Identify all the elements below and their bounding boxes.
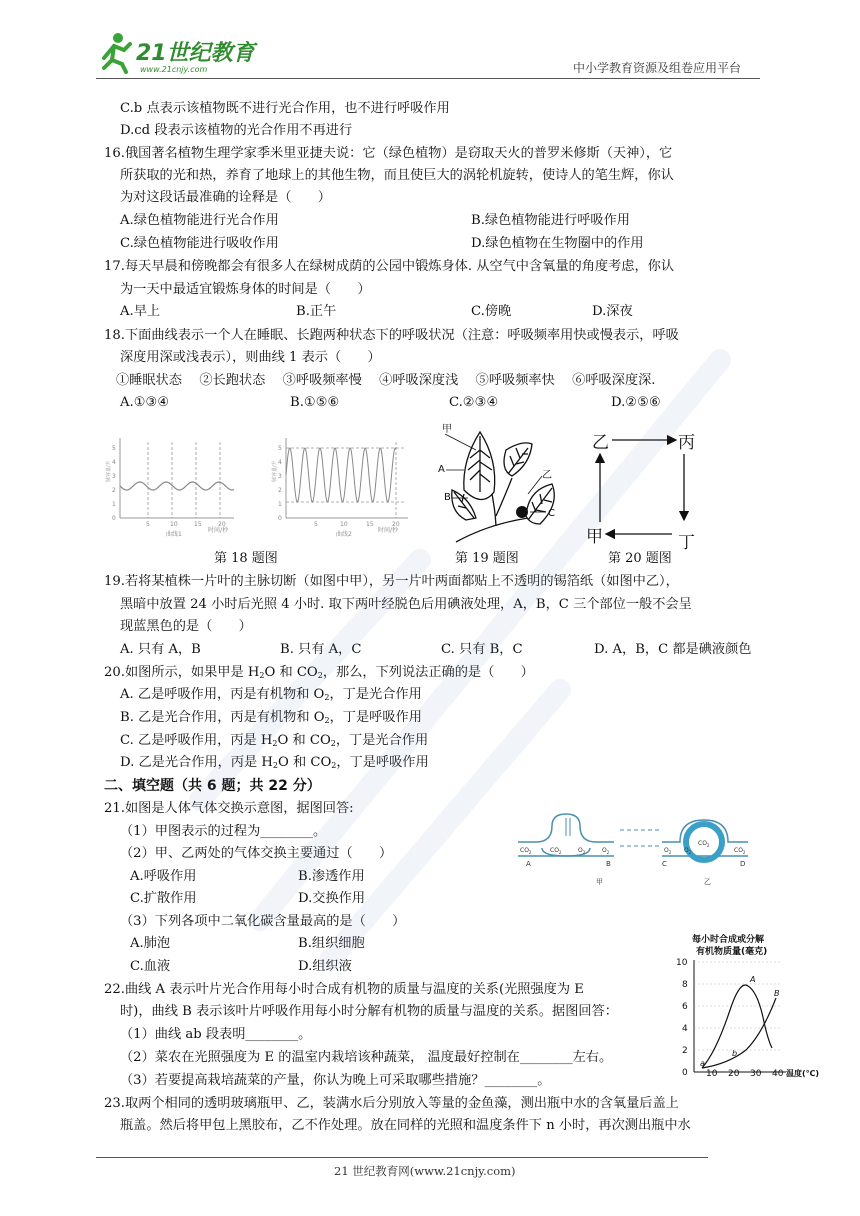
q22-stem-2: 时)，曲线 B 表示该叶片呼吸作用每小时分解有机物的质量与温度的关系。据图回答： <box>120 1004 618 1019</box>
sub-2: 2 <box>331 761 337 770</box>
q22-part3: （3）若要提高栽培蔬菜的产量，你认为晚上可采取哪些措施？________。 <box>120 1073 551 1088</box>
q15-option-c: C.b 点表示该植物既不进行光合作用，也不进行呼吸作用 <box>120 101 450 116</box>
co2-label: CO <box>550 847 559 854</box>
fig20-caption: 第 20 题图 <box>608 551 672 566</box>
q22-part1: （1）曲线 ab 段表明________。 <box>120 1027 312 1042</box>
o2-label: O <box>578 847 583 854</box>
fig21-o2-a <box>578 847 586 855</box>
q19-stem-2: 黑暗中放置 24 小时后光照 4 小时. 取下两叶经脱色后用碘液处理，A，B，C 三个部位一般不会呈 <box>120 597 692 612</box>
q18-option-b: B.①⑤⑥ <box>290 395 340 410</box>
sub-2: 2 <box>688 850 692 855</box>
q20-od-part1: D. 乙是光合作用，丙是 H <box>120 755 273 770</box>
q20-ob-part1: B. 乙是光合作用，丙是有机物和 O <box>120 710 325 725</box>
fig18b-xtick-5: 5 <box>314 521 318 528</box>
fig22-temperature-chart <box>662 930 819 1082</box>
fig22-ytick-4: 4 <box>682 1024 688 1034</box>
co2-label: CO <box>734 847 743 854</box>
sub-2: 2 <box>317 671 323 680</box>
fig18b-xtick-10: 10 <box>340 521 348 528</box>
fig21-label-c: C <box>662 860 667 868</box>
sub-2: 2 <box>606 850 610 855</box>
sub-2: 2 <box>272 761 278 770</box>
o2-label: O <box>664 847 669 854</box>
fig21-co2-c <box>698 840 710 848</box>
fig21-label-d: D <box>740 860 746 868</box>
q20-oc-part2: O 和 CO <box>277 733 331 748</box>
q19-stem-3: 现蓝黑色的是（ ） <box>120 619 252 634</box>
q19-option-d: D. A，B，C 都是碘液颜色 <box>594 642 752 657</box>
q20-stem-part1: 20.如图所示，如果甲是 H <box>104 665 260 680</box>
fig18-ytick-4: 4 <box>112 459 116 466</box>
q19-option-b: B. 只有 A，C <box>280 642 362 657</box>
fig19-label-b: B <box>444 492 451 503</box>
sub-2: 2 <box>742 850 746 855</box>
fig18b-ytick-0: 0 <box>278 515 282 522</box>
o2-label: O <box>684 847 689 854</box>
fig18-ytick-3: 3 <box>112 473 116 480</box>
q16-option-a: A.绿色植物能进行光合作用 <box>120 213 279 228</box>
q21-part3-option-b: B.组织细胞 <box>298 936 365 951</box>
q20-ob-part2: ，丁是呼吸作用 <box>329 710 422 725</box>
q20-stem-part3: ，那么，下列说法正确的是（ ） <box>322 665 534 680</box>
fig19-label-a: A <box>438 464 445 475</box>
q21-part3: （3）下列各项中二氧化碳含量最高的是（ ） <box>120 914 406 929</box>
fig20-label-yi: 乙 <box>592 433 609 453</box>
q20-stem <box>104 664 534 685</box>
sub-2: 2 <box>582 850 586 855</box>
fig18b-ytick-5: 5 <box>278 445 282 452</box>
fig21-co2-a <box>520 847 532 855</box>
sub-2: 2 <box>668 850 672 855</box>
q23-stem-1: 23.取两个相同的透明玻璃瓶甲、乙，装满水后分别放入等量的金鱼藻，测出瓶中水的含氧量后盖上 <box>104 1096 679 1111</box>
q16-stem-2: 所获取的光和热，养育了地球上的其他生物，而且使巨大的涡轮机旋转，使诗人的笔生辉，你认 <box>120 168 674 183</box>
fig19-label-c: C <box>548 508 555 519</box>
fig18-caption: 第 18 题图 <box>214 551 278 566</box>
fig18-xlabel-2: 时间/秒 <box>378 527 399 534</box>
fig22-ytick-10: 10 <box>676 958 688 968</box>
co2-label: CO <box>520 847 529 854</box>
fig21-label-jia: 甲 <box>596 878 603 886</box>
fig21-gas-exchange-diagram <box>512 812 774 888</box>
logo-url: www.21cnjy.com <box>140 65 208 74</box>
footer-rule <box>96 1157 708 1158</box>
sub-2: 2 <box>558 850 562 855</box>
fig21-label-yi: 乙 <box>704 878 711 886</box>
q21-part3-option-a: A.肺泡 <box>130 936 171 951</box>
q18-stem-2: 深度用深或浅表示），则曲线 1 表示（ ） <box>120 350 381 365</box>
q21-part2-option-b: B.渗透作用 <box>298 869 365 884</box>
fig21-o2-c <box>664 847 672 855</box>
q20-od-part3: ，丁是呼吸作用 <box>336 755 429 770</box>
q20-option-a <box>120 686 422 707</box>
q16-stem-1: 16.俄国著名植物生理学家季米里亚捷夫说：它（绿色植物）是窃取天火的普罗米修斯（天神），它 <box>104 146 673 161</box>
fig22-ylabel-1: 每小时合成或分解 <box>692 935 765 945</box>
q18-stem-1: 18.下面曲线表示一个人在睡眠、长跑两种状态下的呼吸状况（注意：呼吸频率用快或慢表示，呼吸 <box>104 328 679 343</box>
q15-option-d: D.cd 段表示该植物的光合作用不再进行 <box>120 123 353 138</box>
fig20-label-ding: 丁 <box>678 533 695 553</box>
fig22-ytick-6: 6 <box>682 1002 688 1012</box>
q16-option-d: D.绿色植物在生物圈中的作用 <box>471 236 644 251</box>
q20-oa-part1: A. 乙是呼吸作用，丙是有机物和 O <box>120 687 325 702</box>
q16-option-c: C.绿色植物能进行吸收作用 <box>120 236 279 251</box>
q21-part1: （1）甲图表示的过程为________。 <box>120 824 327 839</box>
fig22-curve-b <box>702 998 776 1068</box>
section-title-fill-in: 二、填空题（共 6 题；共 22 分） <box>104 778 321 794</box>
q21-part3-option-c: C.血液 <box>130 959 171 974</box>
fig18-xtick-15: 15 <box>194 521 202 528</box>
sub-2: 2 <box>706 843 710 848</box>
fig22-xtick-20: 20 <box>728 1069 740 1079</box>
q20-oc-part1: C. 乙是呼吸作用，丙是 H <box>120 733 273 748</box>
fig20-label-jia: 甲 <box>586 527 603 547</box>
q18-option-d: D.②⑤⑥ <box>611 395 661 410</box>
sub-2: 2 <box>272 739 278 748</box>
fig18b-ytick-1: 1 <box>278 501 282 508</box>
fig18b-xtick-20: 20 <box>392 521 400 528</box>
fig18-curve1 <box>104 432 244 538</box>
sub-2: 2 <box>259 671 265 680</box>
q19-option-a: A. 只有 A，B <box>120 642 201 657</box>
o2-label: O <box>602 847 607 854</box>
q18-stem-3: ①睡眠状态 ②长跑状态 ③呼吸频率慢 ④呼吸深度浅 ⑤呼吸频率快 ⑥呼吸深度深. <box>116 373 656 388</box>
q20-oa-part2: ，丁是光合作用 <box>329 687 422 702</box>
q17-stem-2: 为一天中最适宜锻炼身体的时间是（ ） <box>120 282 371 297</box>
sub-2: 2 <box>330 739 336 748</box>
q17-stem-1: 17.每天早晨和傍晚都会有很多人在绿树成荫的公园中锻炼身体. 从空气中含氧量的角度考虑，你认 <box>104 259 675 274</box>
q21-part2: （2）甲、乙两处的气体交换主要通过（ ） <box>120 846 393 861</box>
q23-stem-2: 瓶盖。然后将甲包上黑胶布，乙不作处理。放在同样的光照和温度条件下 n 小时，再次测出瓶中水 <box>120 1118 691 1133</box>
q19-option-c: C. 只有 B，C <box>441 642 523 657</box>
fig18-xtick-10: 10 <box>170 521 178 528</box>
fig22-ylabel-2: 有机物质量(毫克) <box>696 947 768 957</box>
footer-text: 21 世纪教育网(www.21cnjy.com) <box>334 1164 516 1178</box>
q16-option-b: B.绿色植物能进行呼吸作用 <box>471 213 630 228</box>
fig18-ytick-5: 5 <box>112 445 116 452</box>
q17-option-a: A.早上 <box>120 304 161 319</box>
fig22-xtick-30: 30 <box>750 1069 762 1079</box>
fig21-o2-b <box>602 847 610 855</box>
fig18-wave-2 <box>286 448 396 502</box>
fig18-ylabel-1: 肺容量/升 <box>106 460 112 482</box>
q20-od-part2: O 和 CO <box>277 755 332 770</box>
logo-runner-icon <box>96 28 256 76</box>
fig22-xtick-10: 10 <box>706 1069 718 1079</box>
header-rule <box>96 78 760 79</box>
fig19-leaf-diagram <box>436 420 566 548</box>
fig20-cycle-diagram <box>580 424 710 553</box>
q21-part2-option-a: A.呼吸作用 <box>130 869 197 884</box>
fig19-foil-spot <box>516 506 528 518</box>
q20-oc-part3: ，丁是光合作用 <box>335 733 429 748</box>
q20-option-d <box>120 754 429 775</box>
fig22-ytick-0: 0 <box>682 1068 688 1078</box>
q17-option-b: B.正午 <box>296 304 337 319</box>
q17-option-c: C.傍晚 <box>471 304 512 319</box>
sub-2: 2 <box>528 850 532 855</box>
fig21-label-b: B <box>606 860 611 868</box>
fig18-title-1: 曲线1 <box>166 531 182 538</box>
fig18-wave-1 <box>120 482 234 490</box>
q17-option-d: D.深夜 <box>592 304 633 319</box>
q20-stem-part2: O 和 CO <box>264 665 318 680</box>
fig18-ytick-0: 0 <box>112 515 116 522</box>
co2-label: CO <box>698 840 707 847</box>
logo-text: 21世纪教育 <box>136 41 255 66</box>
fig20-label-bing: 丙 <box>678 433 695 453</box>
q18-option-a: A.①③④ <box>120 395 170 410</box>
fig18-xlabel-1: 时间/秒 <box>208 527 229 534</box>
sub-2: 2 <box>324 693 330 702</box>
fig18b-xtick-15: 15 <box>366 521 374 528</box>
fig21-co2-b <box>550 847 562 855</box>
fig18-ylabel-2: 肺容量/升 <box>272 460 278 482</box>
q20-option-c <box>120 732 428 753</box>
fig22-label-b-curve: B <box>774 989 780 998</box>
fig18-curve2 <box>270 432 418 538</box>
q19-stem-1: 19.若将某植株一片叶的主脉切断（如图中甲），另一片叶两面都贴上不透明的锡箔纸（如图中乙）， <box>104 574 679 589</box>
fig18-xtick-20: 20 <box>218 521 226 528</box>
fig18b-ytick-4: 4 <box>278 459 282 466</box>
fig21-co2-d <box>734 847 746 855</box>
fig18-xtick-5: 5 <box>146 521 150 528</box>
q21-part2-option-c: C.扩散作用 <box>130 891 197 906</box>
header-right-text: 中小学教育资源及组卷应用平台 <box>573 61 742 75</box>
fig22-label-a-point: a <box>700 1059 705 1068</box>
sub-2: 2 <box>324 716 330 725</box>
q21-part3-option-d: D.组织液 <box>298 959 352 974</box>
fig22-xtick-40: 40 <box>772 1069 784 1079</box>
fig21-label-a: A <box>526 860 531 868</box>
fig18-title-2: 曲线2 <box>336 531 352 538</box>
q22-part2: （2）菜农在光照强度为 E 的温室内栽培该种蔬菜， 温度最好控制在________左右。 <box>120 1050 613 1065</box>
fig22-xlabel: 温度(℃) <box>786 1069 819 1078</box>
fig22-label-a-curve: A <box>750 975 756 984</box>
fig18b-ytick-2: 2 <box>278 487 282 494</box>
fig19-label-jia: 甲 <box>442 424 452 435</box>
fig22-ytick-2: 2 <box>682 1046 688 1056</box>
fig18b-ytick-3: 3 <box>278 473 282 480</box>
q16-stem-3: 为对这段话最准确的诠释是（ ） <box>120 190 331 205</box>
q21-stem: 21.如图是人体气体交换示意图，据图回答: <box>104 801 354 816</box>
fig19-caption: 第 19 题图 <box>455 551 519 566</box>
fig18-ytick-1: 1 <box>112 501 116 508</box>
q21-part2-option-d: D.交换作用 <box>298 891 366 906</box>
q22-stem-1: 22.曲线 A 表示叶片光合作用每小时合成有机物的质量与温度的关系(光照强度为 E <box>104 982 584 997</box>
fig18-ytick-2: 2 <box>112 487 116 494</box>
fig22-ytick-8: 8 <box>682 980 688 990</box>
fig21-o2-d <box>684 847 692 855</box>
q18-option-c: C.②③④ <box>449 395 499 410</box>
fig22-label-b-point: b <box>732 1049 738 1058</box>
fig19-label-yi: 乙 <box>542 470 552 481</box>
header-logo <box>96 28 256 76</box>
q20-option-b <box>120 709 422 730</box>
